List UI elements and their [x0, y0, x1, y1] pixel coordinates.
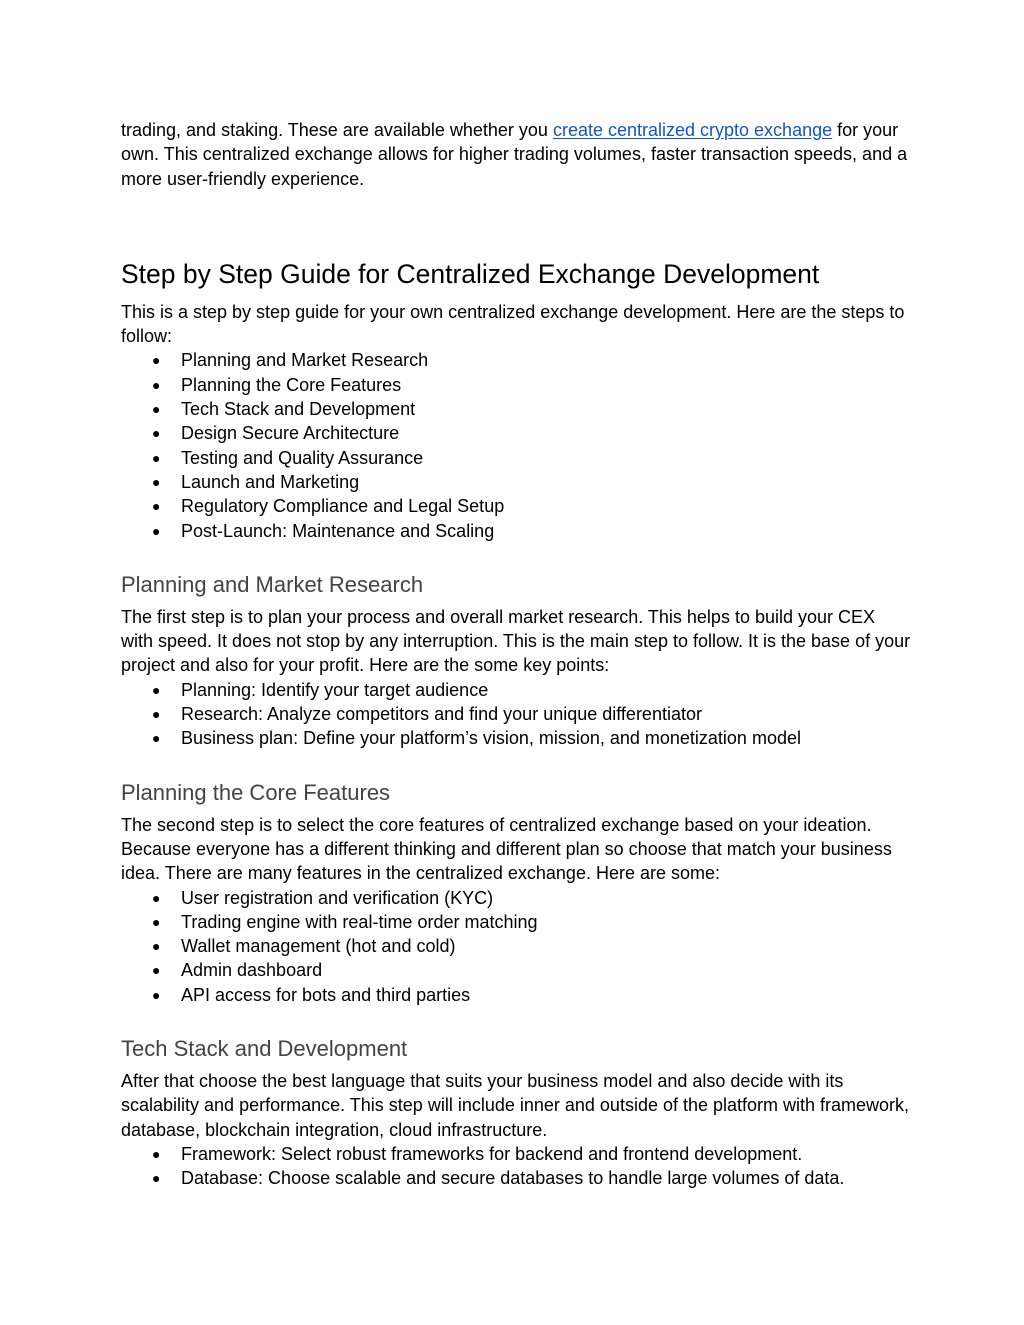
bullet-icon: ●	[152, 498, 161, 515]
bullet-icon: ●	[152, 473, 161, 490]
bullet-icon: ●	[152, 962, 161, 979]
main-heading: Step by Step Guide for Centralized Exchange Development	[121, 258, 820, 289]
bullet-icon: ●	[152, 1170, 161, 1187]
section-heading-core-features: Planning the Core Features	[121, 779, 391, 805]
list-item: ● Research: Analyze competitors and find your unique differentiator	[121, 702, 911, 726]
bullet-icon: ●	[152, 681, 161, 698]
core-features-list	[121, 886, 911, 1007]
list-item: ● Design Secure Architecture	[121, 421, 911, 445]
bullet-icon: ●	[152, 730, 161, 747]
bullet-icon: ●	[152, 706, 161, 723]
section-paragraph-core-features: The second step is to select the core features of centralized exchange based on your ideation. Because everyone has a different thinking and different plan so choose that match your business idea. There are many features in the centralized exchange. Here are some:	[121, 814, 892, 884]
list-item: ● Planning the Core Features	[121, 373, 911, 397]
list-item: ● Planning and Market Research	[121, 348, 911, 372]
bullet-icon: ●	[152, 401, 161, 418]
list-item: ● Testing and Quality Assurance	[121, 446, 911, 470]
bullet-icon: ●	[152, 986, 161, 1003]
bullet-icon: ●	[152, 889, 161, 906]
list-item: ● Business plan: Define your platform’s vision, mission, and monetization model	[121, 726, 911, 750]
list-item: ● Admin dashboard	[121, 958, 911, 982]
bullet-icon: ●	[152, 522, 161, 539]
section-paragraph-tech-stack: After that choose the best language that suits your business model and also decide with its scalability and performance. This step will include inner and outside of the platform with framework, database, blockchain integration, cloud infrastructure.	[121, 1071, 910, 1140]
section-paragraph-market-research: The first step is to plan your process and overall market research. This helps to build your CEX with speed. It does not stop by any interruption. This is the main step to follow. It is the base of your project and also for your profit. Here are the some key points:	[121, 606, 911, 676]
steps-list	[121, 348, 911, 542]
section-heading-market-research: Planning and Market Research	[121, 571, 424, 597]
bullet-icon: ●	[152, 425, 161, 442]
list-item: ● Framework: Select robust frameworks for backend and frontend development.	[121, 1142, 911, 1166]
list-item: ● Post-Launch: Maintenance and Scaling	[121, 519, 911, 543]
bullet-icon: ●	[152, 1145, 161, 1162]
bullet-icon: ●	[152, 938, 161, 955]
market-research-list	[121, 678, 911, 751]
list-item: ● Regulatory Compliance and Legal Setup	[121, 494, 911, 518]
intro-text-after-link: for your own. This centralized exchange allows for higher trading volumes, faster transaction speeds, and a more user-friendly experience.	[121, 120, 908, 189]
section-heading-tech-stack: Tech Stack and Development	[121, 1036, 408, 1062]
list-item: ● API access for bots and third parties	[121, 983, 911, 1007]
intro-text-before-link: trading, and staking. These are available whether you	[121, 120, 553, 140]
list-item: ● Wallet management (hot and cold)	[121, 934, 911, 958]
bullet-icon: ●	[152, 352, 161, 369]
document-page	[121, 118, 911, 1191]
list-item: ● User registration and verification (KYC)	[121, 886, 911, 910]
bullet-icon: ●	[152, 913, 161, 930]
list-item: ● Tech Stack and Development	[121, 397, 911, 421]
bullet-icon: ●	[152, 449, 161, 466]
list-item: ● Planning: Identify your target audience	[121, 678, 911, 702]
create-exchange-link[interactable]: create centralized crypto exchange	[552, 120, 833, 140]
bullet-icon: ●	[152, 376, 161, 393]
list-item: ● Launch and Marketing	[121, 470, 911, 494]
tech-stack-list	[121, 1142, 911, 1191]
list-item: ● Trading engine with real-time order matching	[121, 910, 911, 934]
intro-paragraph	[121, 118, 911, 191]
list-item: ● Database: Choose scalable and secure databases to handle large volumes of data.	[121, 1166, 911, 1190]
main-intro-paragraph: This is a step by step guide for your own centralized exchange development. Here are the steps to follow:	[121, 301, 905, 347]
